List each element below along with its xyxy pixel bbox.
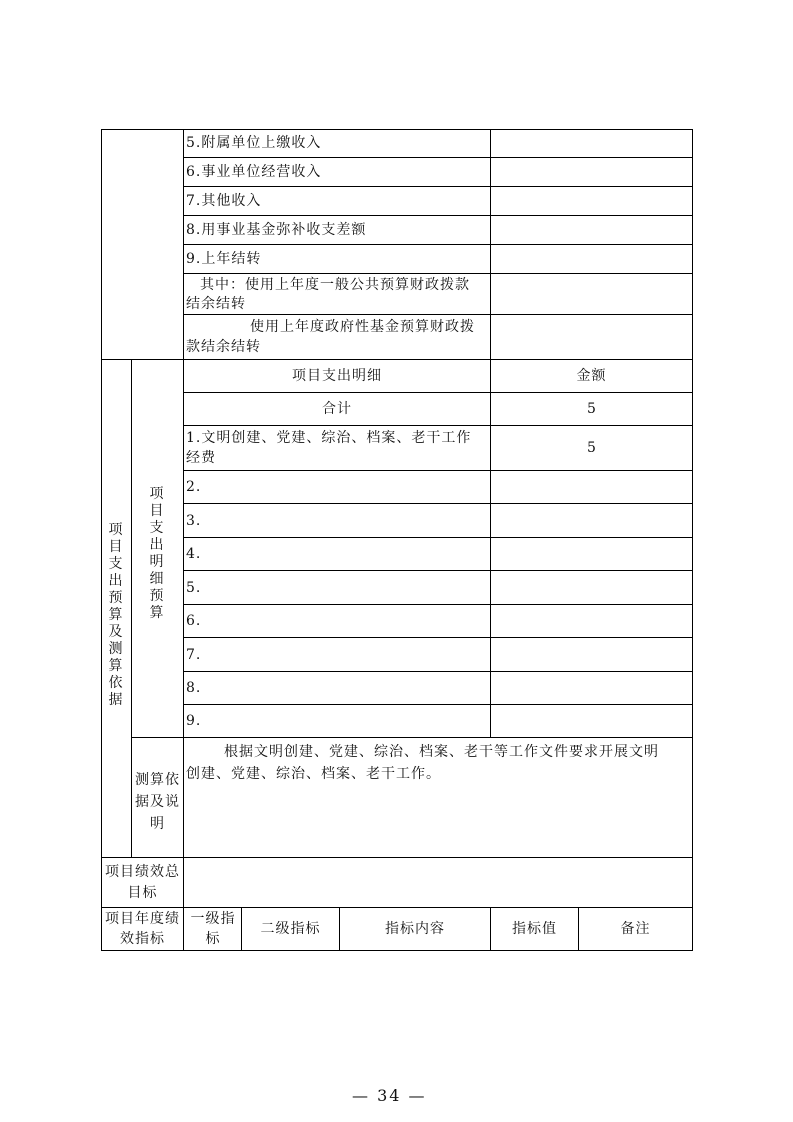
col-indicator-value: 指标值 xyxy=(512,921,557,937)
col-level1-indicator-text: 一级指标 xyxy=(190,911,236,947)
perf-overall-label-text: 项目绩效总目标 xyxy=(105,864,180,901)
col-level2-indicator: 二级指标 xyxy=(260,921,321,937)
row-divider xyxy=(183,704,693,705)
row-divider xyxy=(183,671,693,672)
detail-header-item: 项目支出明细 xyxy=(292,368,382,384)
table-border-top xyxy=(101,129,693,130)
detail-row-3: 3. xyxy=(186,513,202,529)
col-divider xyxy=(490,129,491,737)
detail-row-6: 6. xyxy=(186,613,202,629)
income-item-7: 7.其他收入 xyxy=(186,193,262,209)
section-divider xyxy=(101,907,693,908)
detail-row-9: 9. xyxy=(186,713,202,729)
basis-label-text: 测算依据及说明 xyxy=(135,772,180,832)
carryover-fund-line2: 款结余结转 xyxy=(186,339,261,355)
col-level1-indicator xyxy=(188,909,238,949)
row-divider xyxy=(183,425,693,426)
detail-total-label: 合计 xyxy=(322,401,352,417)
detail-row-2: 2. xyxy=(186,479,202,495)
table-border-left xyxy=(101,129,102,951)
carryover-general-line1: 其中：使用上年度一般公共预算财政拨款 xyxy=(200,277,470,293)
row-divider xyxy=(183,157,693,158)
row-divider xyxy=(183,186,693,187)
section-label-budget-basis: 项目支出预算及测算依据 xyxy=(108,522,124,708)
perf-annual-label-text: 项目年度绩效指标 xyxy=(105,911,180,947)
row-divider xyxy=(183,570,693,571)
table-border-bottom xyxy=(101,950,693,951)
detail-total-value: 5 xyxy=(587,401,596,417)
table-border-right xyxy=(692,129,693,951)
perf-annual-label xyxy=(102,909,183,949)
basis-label xyxy=(132,769,183,835)
row-divider xyxy=(183,314,693,315)
row-divider xyxy=(131,737,693,738)
detail-row-7: 7. xyxy=(186,647,202,663)
row-divider xyxy=(183,244,693,245)
perf-overall-label xyxy=(102,862,183,904)
row-divider xyxy=(183,637,693,638)
col-indicator-content: 指标内容 xyxy=(385,921,445,937)
carryover-fund-line1: 使用上年度政府性基金预算财政拨 xyxy=(250,319,475,335)
detail-row-4: 4. xyxy=(186,546,202,562)
row-divider xyxy=(183,470,693,471)
detail-row-5: 5. xyxy=(186,580,202,596)
col-divider xyxy=(183,129,184,951)
page-number: — 34 — xyxy=(352,1086,427,1105)
col-note: 备注 xyxy=(620,921,651,937)
section-label-detail-budget: 项目支出明细预算 xyxy=(149,486,165,621)
row-divider xyxy=(183,604,693,605)
row-divider xyxy=(183,537,693,538)
detail-header-amount: 金额 xyxy=(576,368,607,384)
income-item-6: 6.事业单位经营收入 xyxy=(186,164,322,180)
section-divider xyxy=(101,359,693,360)
income-item-9: 9.上年结转 xyxy=(186,251,262,267)
carryover-general-line2: 结余结转 xyxy=(186,296,246,312)
detail-row-1-line2: 经费 xyxy=(186,450,216,466)
detail-row-8: 8. xyxy=(186,680,202,696)
row-divider xyxy=(183,215,693,216)
detail-row-1-value: 5 xyxy=(587,440,596,456)
basis-text-line2: 创建、党建、综治、档案、老干工作。 xyxy=(186,766,441,782)
income-item-5: 5.附属单位上缴收入 xyxy=(186,135,322,151)
row-divider xyxy=(183,273,693,274)
row-divider xyxy=(183,503,693,504)
basis-text-line1: 根据文明创建、党建、综治、档案、老干等工作文件要求开展文明 xyxy=(224,744,659,760)
row-divider xyxy=(183,392,693,393)
detail-row-1-line1: 1.文明创建、党建、综治、档案、老干工作 xyxy=(186,430,472,446)
section-divider xyxy=(101,857,693,858)
income-item-8: 8.用事业基金弥补收支差额 xyxy=(186,222,367,238)
